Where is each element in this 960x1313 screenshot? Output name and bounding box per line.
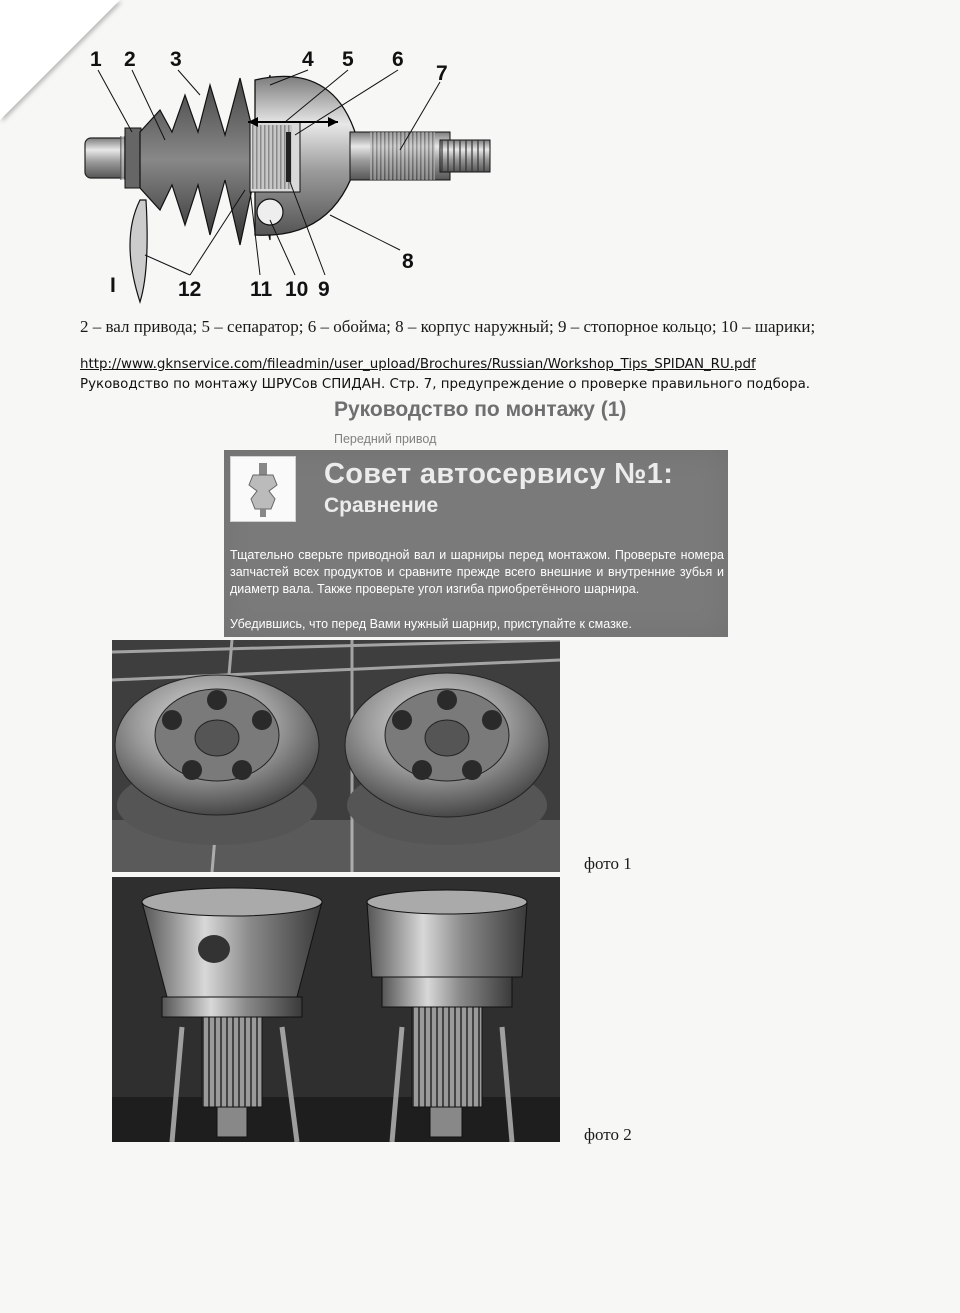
tip-footer: Убедившись, что перед Вами нужный шарнир, приступайте к смазке. [230, 617, 632, 631]
cv-joint-diagram [80, 40, 500, 305]
dish-part [130, 200, 147, 302]
manual-title: Руководство по монтажу (1) [334, 398, 627, 421]
callout-8: 8 [402, 250, 414, 273]
callout-2: 2 [124, 48, 136, 71]
callout-4: 4 [302, 48, 314, 71]
callout-11: 11 [250, 278, 273, 301]
diagram-caption: 2 – вал привода; 5 – сепаратор; 6 – обойма; 8 – корпус наружный; 9 – стопорное кольцо; 10 – шарики; [80, 317, 816, 336]
callout-9: 9 [318, 278, 330, 301]
clamp-band [125, 128, 141, 188]
tip-icon-frame [230, 456, 296, 522]
photo-cv-joints-side [112, 877, 560, 1142]
tip-subheading: Сравнение [324, 494, 439, 517]
retaining-ring [286, 132, 291, 182]
tip-heading: Совет автосервису №1: [324, 458, 674, 490]
callout-6: 6 [392, 48, 404, 71]
stub-splines [370, 132, 435, 180]
callout-10: 10 [285, 278, 309, 301]
photo-cv-joints-top [112, 640, 560, 872]
callout-5: 5 [342, 48, 354, 71]
photo-1-label: фото 1 [584, 854, 632, 873]
cv-joint-icon [231, 457, 295, 521]
callout-7: 7 [436, 62, 448, 85]
callout-12: 12 [178, 278, 202, 301]
service-tip-box [224, 450, 728, 637]
source-link[interactable]: http://www.gknservice.com/fileadmin/user_upload/Brochures/Russian/Workshop_Tips_SPIDAN_RU.pdf [80, 357, 756, 372]
source-note: Руководство по монтажу ШРУСов СПИДАН. Стр. 7, предупреждение о проверке правильного подбора. [80, 377, 811, 392]
callout-I: I [110, 274, 116, 297]
callout-1: 1 [90, 48, 102, 71]
photo-2-label: фото 2 [584, 1125, 632, 1144]
callout-3: 3 [170, 48, 182, 71]
manual-subtitle: Передний привод [334, 432, 437, 446]
tip-body: Тщательно сверьте приводной вал и шарниры перед монтажом. Проверьте номера запчастей всех продуктов и сравните прежде всего внешние и внутренние зубья и диаметр вала. Также проверьте угол изгиба приобретённого шарнира. [230, 548, 724, 596]
